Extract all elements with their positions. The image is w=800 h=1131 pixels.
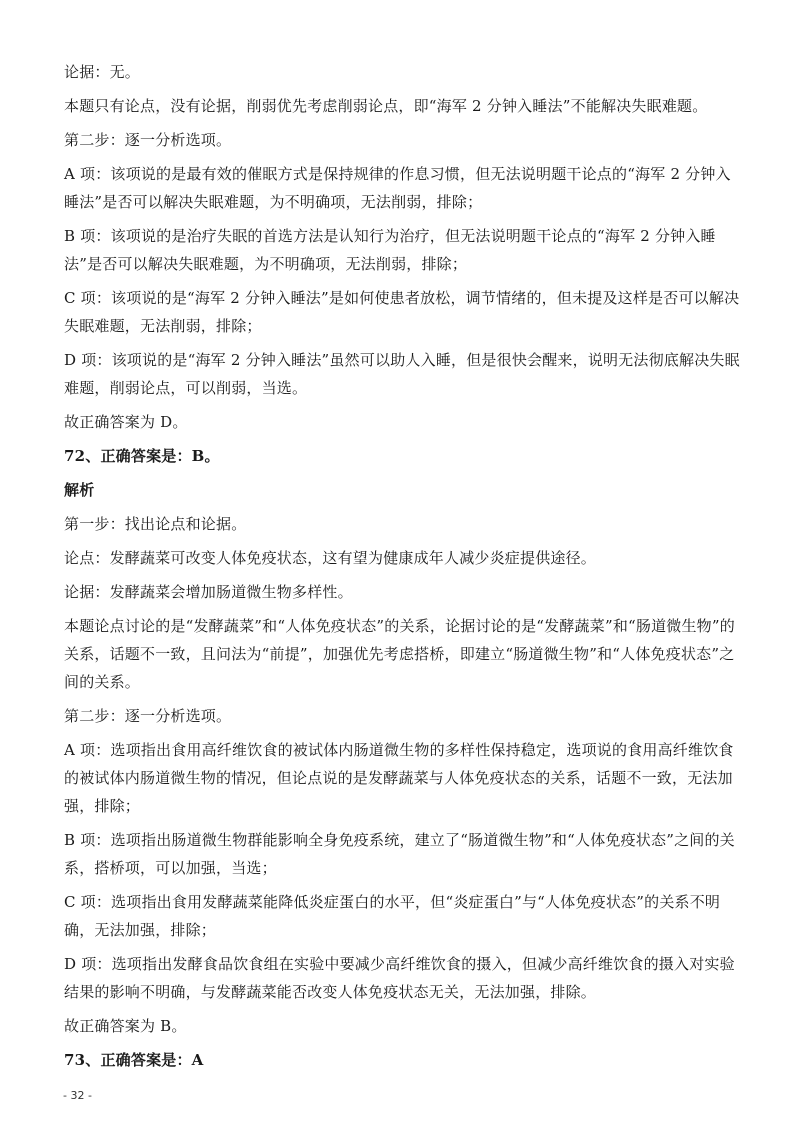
paragraph-conclusion: 故正确答案为 B。 <box>64 1017 187 1035</box>
paragraph-option-c: C 项：选项指出食用发酵蔬菜能降低炎症蛋白的水平，但“炎症蛋白”与“人体免疫状态”的关系不明确，无法加强，排除； <box>64 893 721 939</box>
paragraph-step-two: 第二步：逐一分析选项。 <box>64 707 232 725</box>
paragraph-argument-evidence: 论据：无。 <box>64 63 141 81</box>
question-72-answer-heading: 72、正确答案是：B。 <box>64 447 220 465</box>
paragraph-option-b: B 项：该项说的是治疗失眠的首选方法是认知行为治疗，但无法说明题干论点的“海军 2 分钟入睡法”是否可以解决失眠难题，为不明确项，无法削弱，排除； <box>64 227 716 273</box>
paragraph-option-a: A 项：该项说的是最有效的催眠方式是保持规律的作息习惯，但无法说明题干论点的“海军 2 分钟入睡法”是否可以解决失眠难题，为不明确项，无法削弱，排除； <box>64 165 731 211</box>
analysis-heading: 解析 <box>64 481 95 499</box>
document-page <box>64 58 740 1080</box>
paragraph-option-d: D 项：选项指出发酵食品饮食组在实验中要减少高纤维饮食的摄入，但减少高纤维饮食的摄入对实验结果的影响不明确，与发酵蔬菜能否改变人体免疫状态无关，无法加强，排除。 <box>64 955 735 1001</box>
question-73-answer-heading: 73、正确答案是：A <box>64 1051 204 1069</box>
paragraph-conclusion: 故正确答案为 D。 <box>64 413 188 431</box>
paragraph-analysis: 本题论点讨论的是“发酵蔬菜”和“人体免疫状态”的关系，论据讨论的是“发酵蔬菜”和“肠道微生物”的关系，话题不一致，且问法为“前提”，加强优先考虑搭桥，即建立“肠道微生物”和“人体免疫状态”之间的关系。 <box>64 617 735 691</box>
paragraph-option-c: C 项：该项说的是“海军 2 分钟入睡法”是如何使患者放松，调节情绪的，但未提及这样是否可以解决失眠难题，无法削弱，排除； <box>64 289 740 335</box>
paragraph-step-two: 第二步：逐一分析选项。 <box>64 131 232 149</box>
paragraph-step-one: 第一步：找出论点和论据。 <box>64 515 247 533</box>
paragraph-reasoning: 本题只有论点，没有论据，削弱优先考虑削弱论点，即“海军 2 分钟入睡法”不能解决失眠难题。 <box>64 97 708 115</box>
paragraph-evidence: 论据：发酵蔬菜会增加肠道微生物多样性。 <box>64 583 353 601</box>
paragraph-option-a: A 项：选项指出食用高纤维饮食的被试体内肠道微生物的多样性保持稳定，选项说的食用高纤维饮食的被试体内肠道微生物的情况，但论点说的是发酵蔬菜与人体免疫状态的关系，话题不一致，无法加强，排除； <box>64 741 734 815</box>
page-number: - 32 - <box>63 1089 92 1102</box>
paragraph-option-d: D 项：该项说的是“海军 2 分钟入睡法”虽然可以助人入睡，但是很快会醒来，说明无法彻底解决失眠难题，削弱论点，可以削弱，当选。 <box>64 351 740 397</box>
paragraph-option-b: B 项：选项指出肠道微生物群能影响全身免疫系统，建立了“肠道微生物”和“人体免疫状态”之间的关系，搭桥项，可以加强，当选； <box>64 831 735 877</box>
paragraph-argument: 论点：发酵蔬菜可改变人体免疫状态，这有望为健康成年人减少炎症提供途径。 <box>64 549 597 567</box>
